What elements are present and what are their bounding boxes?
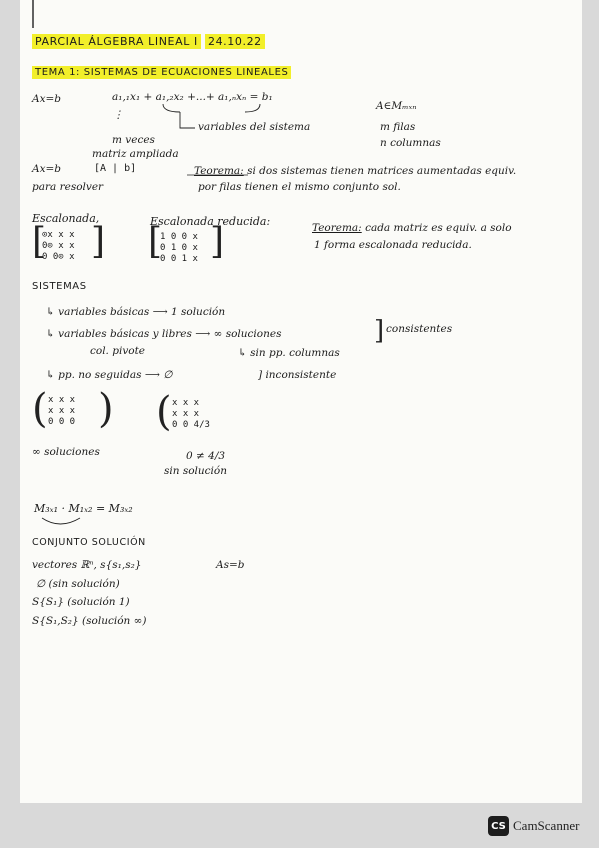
matrix4-left-paren: ( [156, 389, 172, 435]
teorema-1-text: si dos sistemas tienen matrices aumentadas equiv. [247, 165, 517, 177]
escalonada-label: Escalonada, [32, 212, 100, 225]
m-filas: m filas [380, 121, 416, 133]
exam-title [32, 36, 265, 49]
matrix-no-solution: x x x x x x 0 0 4/3 [172, 398, 210, 430]
matrix3-right-paren: ) [98, 386, 114, 432]
zero-neq: 0 ≠ 4/3 [186, 450, 226, 462]
inconsistente-text: inconsistente [265, 369, 337, 381]
vdots: ⋮ [113, 109, 124, 121]
matrix1-left-bracket: [ [32, 221, 47, 262]
consistentes-bracket: ] [374, 316, 385, 346]
exam-date: 24.10.22 [205, 34, 265, 49]
teorema-2-text: cada matriz es equiv. a solo [365, 222, 512, 234]
axb-label-2: Ax=b [32, 163, 62, 175]
infinite-solutions: ∞ soluciones [32, 446, 100, 458]
teorema-2-label: Teorema: [312, 222, 362, 234]
matrix-product: M₃ₓ₁ · M₁ₓ₂ = M₃ₓ₂ [34, 502, 133, 515]
teorema-2 [312, 222, 512, 234]
as-b: As=b [216, 559, 245, 571]
conjunto-heading: CONJUNTO SOLUCIÓN [32, 537, 146, 548]
col-pivote: col. pivote [90, 345, 146, 357]
linear-equation: a₁,₁x₁ + a₁,₂x₂ +...+ a₁,ₙxₙ = b₁ [112, 91, 273, 103]
sistemas-line-3: ↳ pp. no seguidas ⟶ ∅ [46, 369, 173, 381]
matrix2-right-bracket: ] [210, 221, 225, 262]
matriz-ampliada-label: matriz ampliada [92, 148, 179, 160]
sistemas-line-2: ↳ variables básicas y libres ⟶ ∞ soluciones [46, 328, 282, 340]
sistemas-heading: SISTEMAS [32, 281, 87, 292]
matrix3-left-paren: ( [32, 386, 48, 432]
matrix-escalonada-reducida: 1 0 0 x 0 1 0 x 0 0 1 x [160, 232, 198, 264]
sistemas-line-1: ↳ variables básicas ⟶ 1 solución [46, 306, 226, 318]
para-resolver: para resolver [32, 181, 104, 193]
variables-label: variables del sistema [198, 121, 311, 133]
exam-title-text: PARCIAL ÁLGEBRA LINEAL I [32, 34, 201, 49]
inconsistente-label: ] inconsistente [258, 369, 337, 381]
conjunto-inf: S{S₁,S₂} (solución ∞) [32, 615, 147, 627]
topic-heading [32, 67, 291, 79]
matrix1-right-bracket: ] [91, 221, 106, 262]
vectors-line: vectores ℝⁿ, s{s₁,s₂} [32, 559, 142, 571]
topic-text: TEMA 1: SISTEMAS DE ECUACIONES LINEALES [32, 66, 291, 79]
sin-pp-columnas: ↳ sin pp. columnas [238, 347, 340, 359]
matrix-escalonada: ⊙x x x 0⊙ x x 0 0⊙ x [42, 230, 75, 262]
teorema-1-line2: por filas tienen el mismo conjunto sol. [198, 181, 401, 193]
conjunto-empty: ∅ (sin solución) [36, 578, 120, 590]
n-columnas: n columnas [380, 137, 441, 149]
teorema-1 [194, 165, 516, 177]
notebook-page [20, 0, 582, 803]
matrix-dimension: A∈Mₘₓₙ [376, 100, 417, 112]
axb-label: Ax=b [32, 93, 62, 105]
matrix2-left-bracket: [ [148, 221, 163, 262]
camscanner-brand: CamScanner [513, 818, 580, 833]
camscanner-logo-icon: CS [488, 816, 509, 836]
teorema-2-line2: 1 forma escalonada reducida. [314, 239, 472, 251]
augmented-notation: [A | b] [94, 163, 137, 174]
consistentes-label: consistentes [386, 323, 453, 335]
sin-solucion: sin solución [164, 465, 227, 477]
m-veces: m veces [112, 134, 155, 146]
teorema-1-label: Teorema: [194, 165, 244, 177]
escalonada-reducida-label: Escalonada reducida: [150, 215, 271, 228]
matrix-infinite: x x x x x x 0 0 0 [48, 395, 76, 427]
conjunto-one: S{S₁} (solución 1) [32, 596, 130, 608]
